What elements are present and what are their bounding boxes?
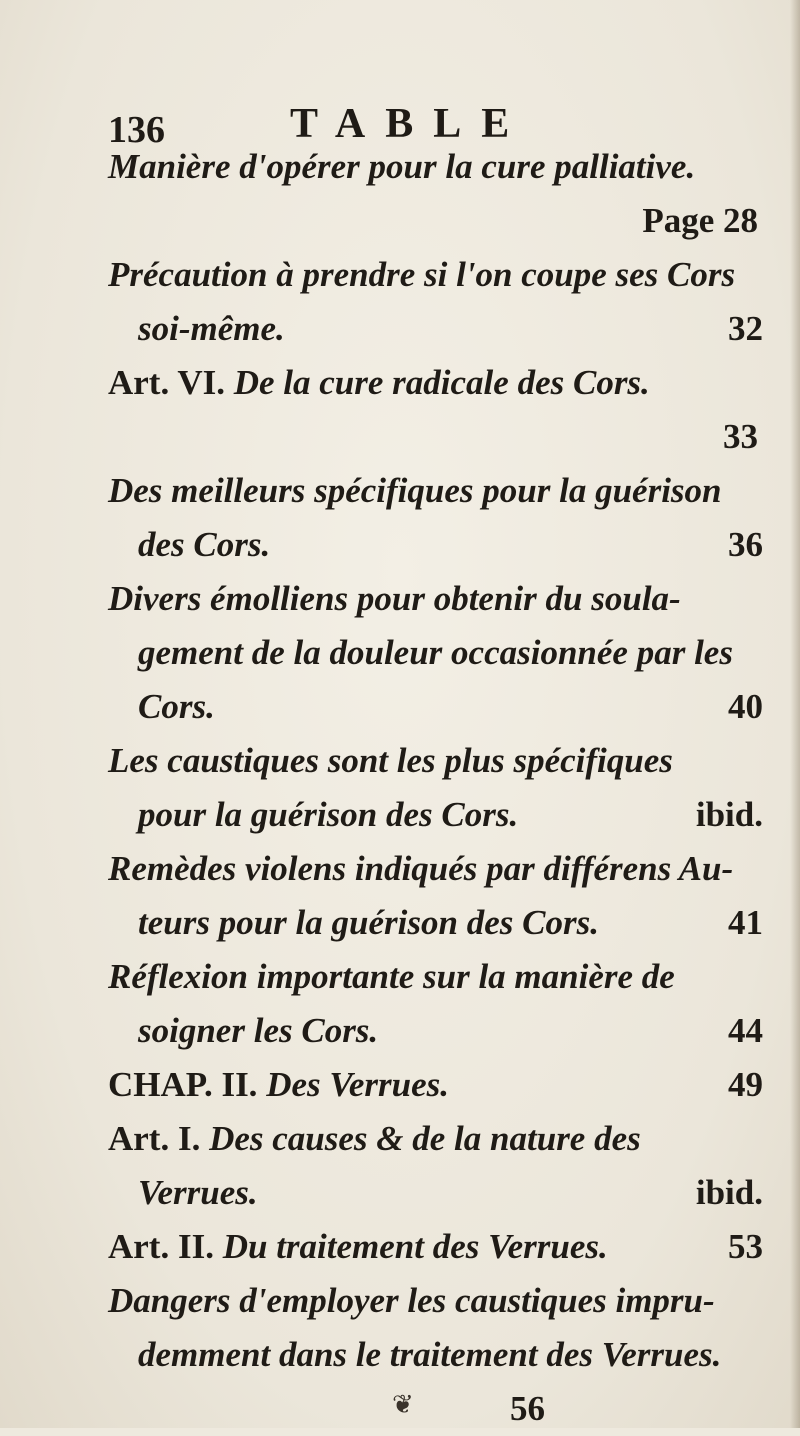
entry-line-text: soigner les Cors. (138, 1011, 379, 1050)
entry-line-text: Cors. (138, 687, 215, 726)
page-number: 136 (108, 109, 165, 151)
entry-line (108, 680, 788, 734)
entry-page: 41 (728, 903, 763, 942)
entry-line-text: De la cure radicale des Cors. (233, 363, 650, 402)
entry-line (108, 1004, 788, 1058)
entry-line: Remèdes violens indiqués par différens Au- (108, 849, 734, 888)
toc-entry (108, 464, 788, 572)
toc-entry (108, 950, 788, 1058)
entry-line (108, 1058, 788, 1112)
entry-line (108, 896, 788, 950)
entry-line (108, 1220, 788, 1274)
entry-prefix: Art. I. (108, 1119, 201, 1158)
running-head: TABLE (290, 101, 530, 147)
entry-line-text: teurs pour la guérison des Cors. (138, 903, 599, 942)
entry-line (108, 302, 788, 356)
entry-page: 33 (723, 417, 758, 456)
entry-line (108, 1112, 788, 1166)
toc-entry (108, 356, 788, 464)
entry-line-text: pour la guérison des Cors. (138, 795, 519, 834)
entry-line: Des meilleurs spécifiques pour la guérison (108, 471, 722, 510)
entry-page: 40 (728, 687, 763, 726)
entry-line: Dangers d'employer les caustiques impru- (108, 1281, 715, 1320)
toc-entry (108, 140, 788, 248)
entry-page: 44 (728, 1011, 763, 1050)
ink-mark-icon: ❦ (392, 1390, 414, 1420)
entry-line: demment dans le traitement des Verrues. (138, 1335, 722, 1374)
toc-entry (108, 1112, 788, 1220)
entry-page: 56 (510, 1389, 545, 1428)
entry-page: Page 28 (642, 201, 758, 240)
entry-page: 49 (728, 1065, 763, 1104)
table-of-contents (108, 140, 788, 1436)
entry-line-text: Du traitement des Verrues. (222, 1227, 608, 1266)
entry-line-text: Des Verrues. (266, 1065, 449, 1104)
entry-line-text: Verrues. (138, 1173, 258, 1212)
entry-prefix: CHAP. II. (108, 1065, 258, 1104)
entry-line-text: soi-même. (138, 309, 285, 348)
toc-entry (108, 572, 788, 734)
entry-line: Précaution à prendre si l'on coupe ses Cors (108, 255, 736, 294)
entry-line: gement de la douleur occasionnée par les (138, 633, 733, 672)
entry-prefix: Art. II. (108, 1227, 214, 1266)
entry-line: Les caustiques sont les plus spécifiques (108, 741, 673, 780)
entry-page: ibid. (695, 795, 763, 834)
entry-line: Divers émolliens pour obtenir du soula- (108, 579, 681, 618)
entry-line (108, 518, 788, 572)
toc-entry (108, 1220, 788, 1274)
toc-entry (108, 248, 788, 356)
toc-entry (108, 1058, 788, 1112)
entry-line (108, 356, 788, 410)
entry-line: Manière d'opérer pour la cure palliative. (108, 147, 696, 186)
entry-page: 32 (728, 309, 763, 348)
toc-entry (108, 734, 788, 842)
entry-page: 36 (728, 525, 763, 564)
entry-prefix: Art. VI. (108, 363, 225, 402)
entry-line (108, 788, 788, 842)
toc-entry (108, 1274, 788, 1436)
page-edge-shadow (790, 0, 800, 1428)
entry-page: 53 (728, 1227, 763, 1266)
toc-entry (108, 842, 788, 950)
entry-page: ibid. (695, 1173, 763, 1212)
entry-line (108, 1166, 788, 1220)
entry-line-text: des Cors. (138, 525, 271, 564)
entry-line-text: Des causes & de la nature des (209, 1119, 641, 1158)
entry-line: Réflexion importante sur la manière de (108, 957, 675, 996)
